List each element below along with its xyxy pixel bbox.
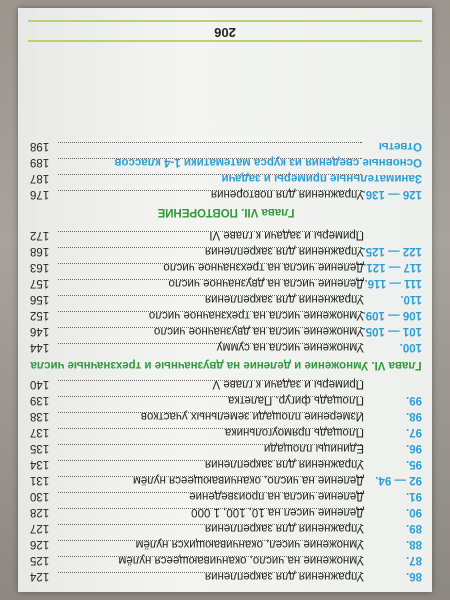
entry-page: 135 [30,442,50,454]
toc-entry [30,472,422,488]
toc-entry [30,227,422,243]
entry-title: Деление числа на произведение [189,490,364,502]
page-number: 206 [208,25,242,40]
page-number-bar [28,20,422,42]
toc-entry [30,186,422,202]
toc-entry [30,339,422,355]
entry-title: Деление на число, оканчивающееся нулём [132,474,364,486]
entry-title: Умножение числа на двузначное число [154,325,364,337]
entry-title: Упражнения для закрепления [204,570,364,582]
entry-number: 122 — 125. [362,245,422,257]
toc-entry [30,520,422,536]
entry-number: 99. [406,394,422,406]
entry-page: 198 [30,140,50,152]
entry-page: 127 [30,522,50,534]
entry-number: 97. [406,426,422,438]
entry-title: Умножение чисел, оканчивающихся нулём [135,538,364,550]
entry-title: Умножение числа на трехзначное число [148,309,364,321]
entry-number: 117 — 121. [363,261,422,273]
entry-number: 87. [406,554,422,566]
toc-entry [30,307,422,323]
entry-number: 90. [406,506,422,518]
entry-number: 106 — 109. [362,309,422,321]
extras-list [30,138,422,186]
entry-title: Ответы [378,140,422,152]
entry-number: 101 — 105. [362,325,422,337]
entry-number: 100. [399,341,422,353]
entry-title: Площадь прямоугольника [224,426,364,438]
toc-entry [30,504,422,520]
entry-title: Упражнения для закрепления [204,293,364,305]
entry-number: 88. [406,538,422,550]
entry-page: 189 [30,156,50,168]
entry-title: Занимательные примеры и задачи [221,172,422,184]
toc-entry [30,568,422,584]
entry-title: Деление чисел на 10, 100, 1 000 [191,506,364,518]
entry-title: Упражнения для повторения [210,188,364,200]
entry-page: 137 [30,426,50,438]
toc-entry [30,424,422,440]
entry-number: 110. [400,293,422,305]
entry-title: Площадь фигур. Палетка [227,394,364,406]
entry-number: 86. [406,570,422,582]
toc-entry [30,323,422,339]
entry-page: 163 [30,261,50,273]
entry-page: 128 [30,506,50,518]
toc-entry [30,440,422,456]
chapter-heading-6: Глава VI. Умножение и деление на двузначные и трехзначные числа [30,359,422,371]
entry-number: 92 — 94. [375,474,422,486]
toc-entry [30,376,422,392]
entry-page: 157 [30,277,50,289]
entry-page: 125 [30,554,50,566]
entry-title: Примеры и задачи к главе VI [209,229,364,241]
entry-title: Примеры и задачи к главе V [212,378,364,390]
entry-page: 134 [30,458,50,470]
entry-number: 89. [406,522,422,534]
entry-number: 95. [406,458,422,470]
entry-title: Умножение на число, оканчивающееся нулём [118,554,364,566]
toc-entry [30,392,422,408]
toc-entry [30,552,422,568]
entry-title: Упражнения для закрепления [204,522,364,534]
entry-page: 146 [30,325,50,337]
entry-page: 176 [30,188,50,200]
toc-entry [30,408,422,424]
entry-title: Умножение числа на сумму [216,341,364,353]
entry-page: 131 [30,474,50,486]
leader-dots [58,142,362,143]
entry-page: 140 [30,378,50,390]
toc-entry [30,488,422,504]
entry-number: 126 — 136. [362,188,422,200]
entry-title: Единицы площади [263,442,364,454]
entry-title: Деление числа на двузначное число [168,277,364,289]
entries-bottom-list [30,186,422,202]
entry-number: 98. [406,410,422,422]
toc-entry [30,170,422,186]
entry-title: Деление числа на трехзначное число [163,261,364,273]
entry-page: 126 [30,538,50,550]
entry-page: 144 [30,341,50,353]
toc-entry [30,275,422,291]
entry-page: 168 [30,245,50,257]
entry-number: 111 — 116. [364,277,422,289]
entry-page: 156 [30,293,50,305]
entry-number: 96. [406,442,422,454]
entry-page: 172 [30,229,50,241]
entry-title: Упражнения для закрепления [204,458,364,470]
toc-entry [30,259,422,275]
entry-title: Основные сведения из курса математики 1-4 классов [114,156,422,168]
toc-entry [30,154,422,170]
toc-entry [30,291,422,307]
entry-title: Упражнения для закрепления [204,245,364,257]
toc-entry [30,138,422,154]
entry-number: 91. [406,490,422,502]
entry-page: 130 [30,490,50,502]
entry-title: Измерение площади земельных участков [140,410,364,422]
toc-entry [30,243,422,259]
table-of-contents [30,48,422,584]
entry-page: 139 [30,394,50,406]
entry-page: 152 [30,309,50,321]
entry-page: 187 [30,172,50,184]
toc-entry [30,456,422,472]
entries-mid-list [30,227,422,355]
entries-top-list [30,376,422,584]
entry-page: 124 [30,570,50,582]
toc-entry [30,536,422,552]
entry-page: 138 [30,410,50,422]
chapter-heading-7: Глава VII. ПОВТОРЕНИЕ [157,206,295,218]
